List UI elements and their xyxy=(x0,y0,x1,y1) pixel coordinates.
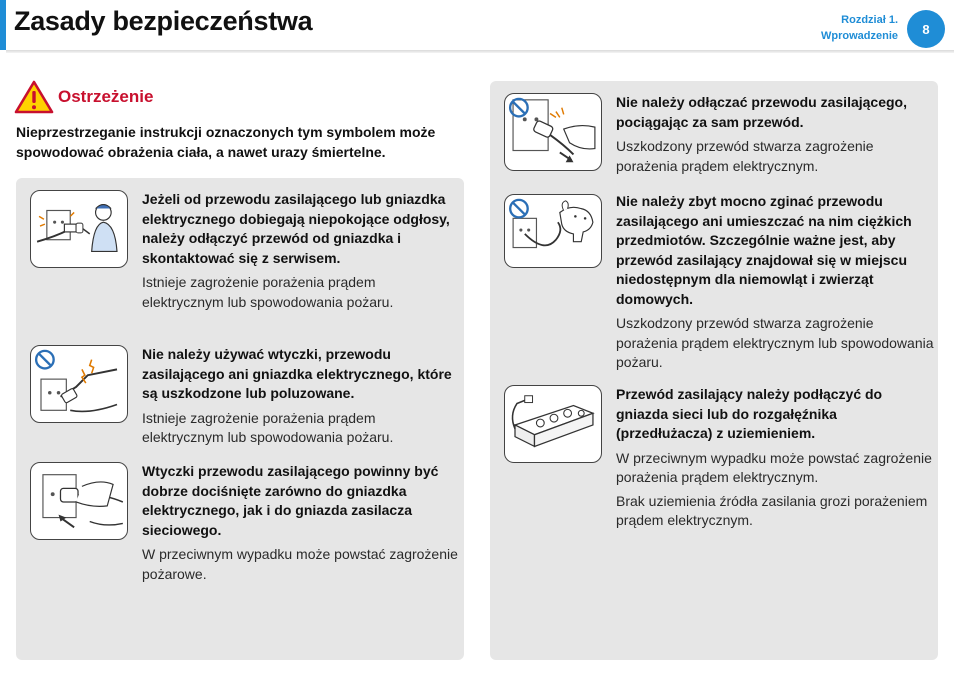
instruction-note: Uszkodzony przewód stwarza zagrożenie porażenia prądem elektrycznym lub spowodowania pożaru. xyxy=(616,315,934,370)
page-number-badge: 8 xyxy=(907,10,945,48)
instruction-bold: Nie należy używać wtyczki, przewodu zasilającego ani gniazdka elektrycznego, które są uszkodzone lub poluzowane. xyxy=(142,346,452,401)
instruction-item xyxy=(504,385,934,545)
instruction-bold: Nie należy zbyt mocno zginać przewodu zasilającego ani umieszczać na nim ciężkich przedmiotów. Szczególnie ważne jest, aby przewód zasilający znajdował się w miejscu niedostępnym dla niemowląt i zwierząt domowych. xyxy=(616,193,912,307)
instruction-text xyxy=(142,190,460,312)
instruction-text xyxy=(616,93,934,176)
instruction-item xyxy=(30,345,460,455)
instruction-bold: Przewód zasilający należy podłączyć do gniazda sieci lub do rozgałęźnika (przedłużacza) z uziemieniem. xyxy=(616,386,883,441)
right-instructions-panel xyxy=(490,81,938,660)
unplug-and-call-service-icon xyxy=(30,190,128,268)
grounded-power-strip-icon xyxy=(504,385,602,463)
instruction-note: Uszkodzony przewód stwarza zagrożenie porażenia prądem elektrycznym. xyxy=(616,138,874,174)
warning-heading xyxy=(14,80,153,114)
page-title: Zasady bezpieczeństwa xyxy=(14,6,313,36)
chapter-label xyxy=(821,12,898,44)
warning-triangle-icon xyxy=(14,80,54,114)
warning-label: Ostrzeżenie xyxy=(58,87,154,106)
instruction-item xyxy=(30,462,460,592)
instruction-note: Istnieje zagrożenie porażenia prądem elektrycznym lub spowodowania pożaru. xyxy=(142,409,394,445)
header-divider xyxy=(6,50,954,53)
accent-bar xyxy=(0,0,6,50)
instruction-text xyxy=(616,385,934,531)
instruction-bold: Jeżeli od przewodu zasilającego lub gniazdka elektrycznego dobiegają niepokojące odgłosy, należy odłączyć przewód od gniazdka i skontaktować się z serwisem. xyxy=(142,191,450,266)
instruction-bold: Nie należy odłączać przewodu zasilającego, pociągając za sam przewód. xyxy=(616,94,907,130)
pull-by-cord-prohibited-icon xyxy=(504,93,602,171)
instruction-item xyxy=(504,192,934,382)
instruction-text xyxy=(142,345,460,448)
instruction-bold: Wtyczki przewodu zasilającego powinny być dobrze dociśnięte zarówno do gniazdka elektrycznego, jak i do gniazda zasilacza sieciowego. xyxy=(142,463,439,538)
left-instructions-panel xyxy=(16,178,464,660)
plug-in-firmly-icon xyxy=(30,462,128,540)
bend-cord-prohibited-icon xyxy=(504,194,602,268)
instruction-note: W przeciwnym wypadku może powstać zagrożenie pożarowe. xyxy=(142,546,458,582)
chapter-name: Wprowadzenie xyxy=(820,30,898,42)
instruction-note: W przeciwnym wypadku może powstać zagrożenie porażenia prądem elektrycznym. xyxy=(616,449,932,485)
instruction-item xyxy=(30,190,460,330)
warning-intro: Nieprzestrzeganie instrukcji oznaczonych tym symbolem może spowodować obrażenia ciała, a nawet urazy śmiertelne. xyxy=(16,124,436,160)
damaged-plug-prohibited-icon xyxy=(30,345,128,423)
instruction-note: Brak uziemienia źródła zasilania grozi porażeniem prądem elektrycznym. xyxy=(616,492,928,528)
instruction-text xyxy=(142,462,460,584)
instruction-item xyxy=(504,93,934,193)
page-header xyxy=(0,0,954,56)
instruction-note: Istnieje zagrożenie porażenia prądem elektrycznym lub spowodowania pożaru. xyxy=(142,274,394,310)
chapter-number: Rozdział 1. xyxy=(841,14,898,26)
instruction-text xyxy=(616,192,934,373)
